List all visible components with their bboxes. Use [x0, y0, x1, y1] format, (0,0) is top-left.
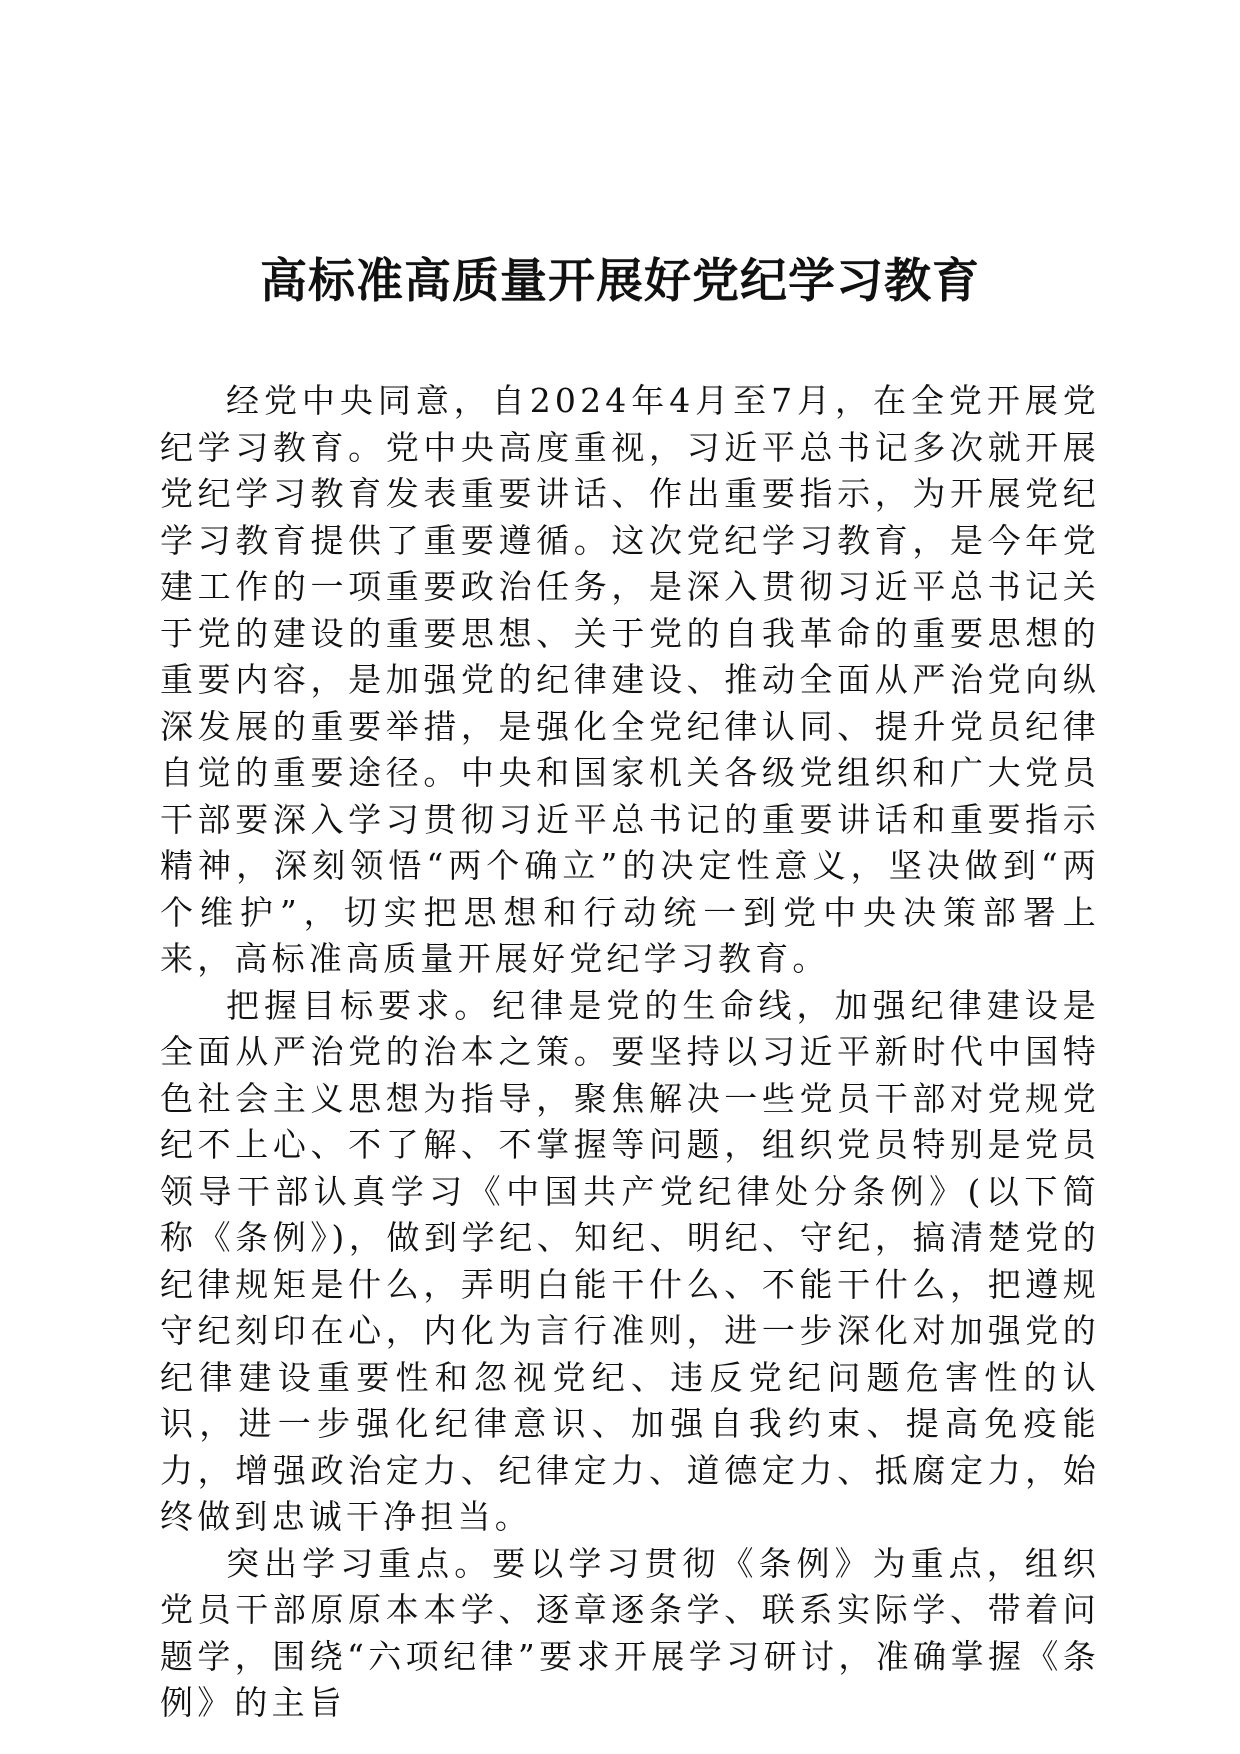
paragraph-goals: 把握目标要求。纪律是党的生命线，加强纪律建设是全面从严治党的治本之策。要坚持以习近平新时代中国特色社会主义思想为指导，聚焦解决一些党员干部对党规党纪不上心、不了解、不掌握等问题，组织党员特别是党员领导干部认真学习《中国共产党纪律处分条例》(以下简称《条例》)，做到学纪、知纪、明纪、守纪，搞清楚党的纪律规矩是什么，弄明白能干什么、不能干什么，把遵规守纪刻印在心，内化为言行准则，进一步深化对加强党的纪律建设重要性和忽视党纪、违反党纪问题危害性的认识，进一步强化纪律意识、加强自我约束、提高免疫能力，增强政治定力、纪律定力、道德定力、抵腐定力，始终做到忠诚干净担当。 — [160, 985, 1100, 1536]
paragraph-focus: 突出学习重点。要以学习贯彻《条例》为重点，组织党员干部原原本本学、逐章逐条学、联系实际学、带着问题学，围绕“六项纪律”要求开展学习研讨，准确掌握《条例》的主旨 — [160, 1543, 1100, 1722]
document-body — [160, 378, 1100, 1727]
paragraph-intro: 经党中央同意，自2024年4月至7月，在全党开展党纪学习教育。党中央高度重视，习近平总书记多次就开展党纪学习教育发表重要讲话、作出重要指示，为开展党纪学习教育提供了重要遵循。这次党纪学习教育，是今年党建工作的一项重要政治任务，是深入贯彻习近平总书记关于党的建设的重要思想、关于党的自我革命的重要思想的重要内容，是加强党的纪律建设、推动全面从严治党向纵深发展的重要举措，是强化全党纪律认同、提升党员纪律自觉的重要途径。中央和国家机关各级党组织和广大党员干部要深入学习贯彻习近平总书记的重要讲话和重要指示精神，深刻领悟“两个确立”的决定性意义，坚决做到“两个维护”，切实把思想和行动统一到党中央决策部署上来，高标准高质量开展好党纪学习教育。 — [160, 381, 1100, 978]
document-title: 高标准高质量开展好党纪学习教育 — [260, 254, 980, 309]
